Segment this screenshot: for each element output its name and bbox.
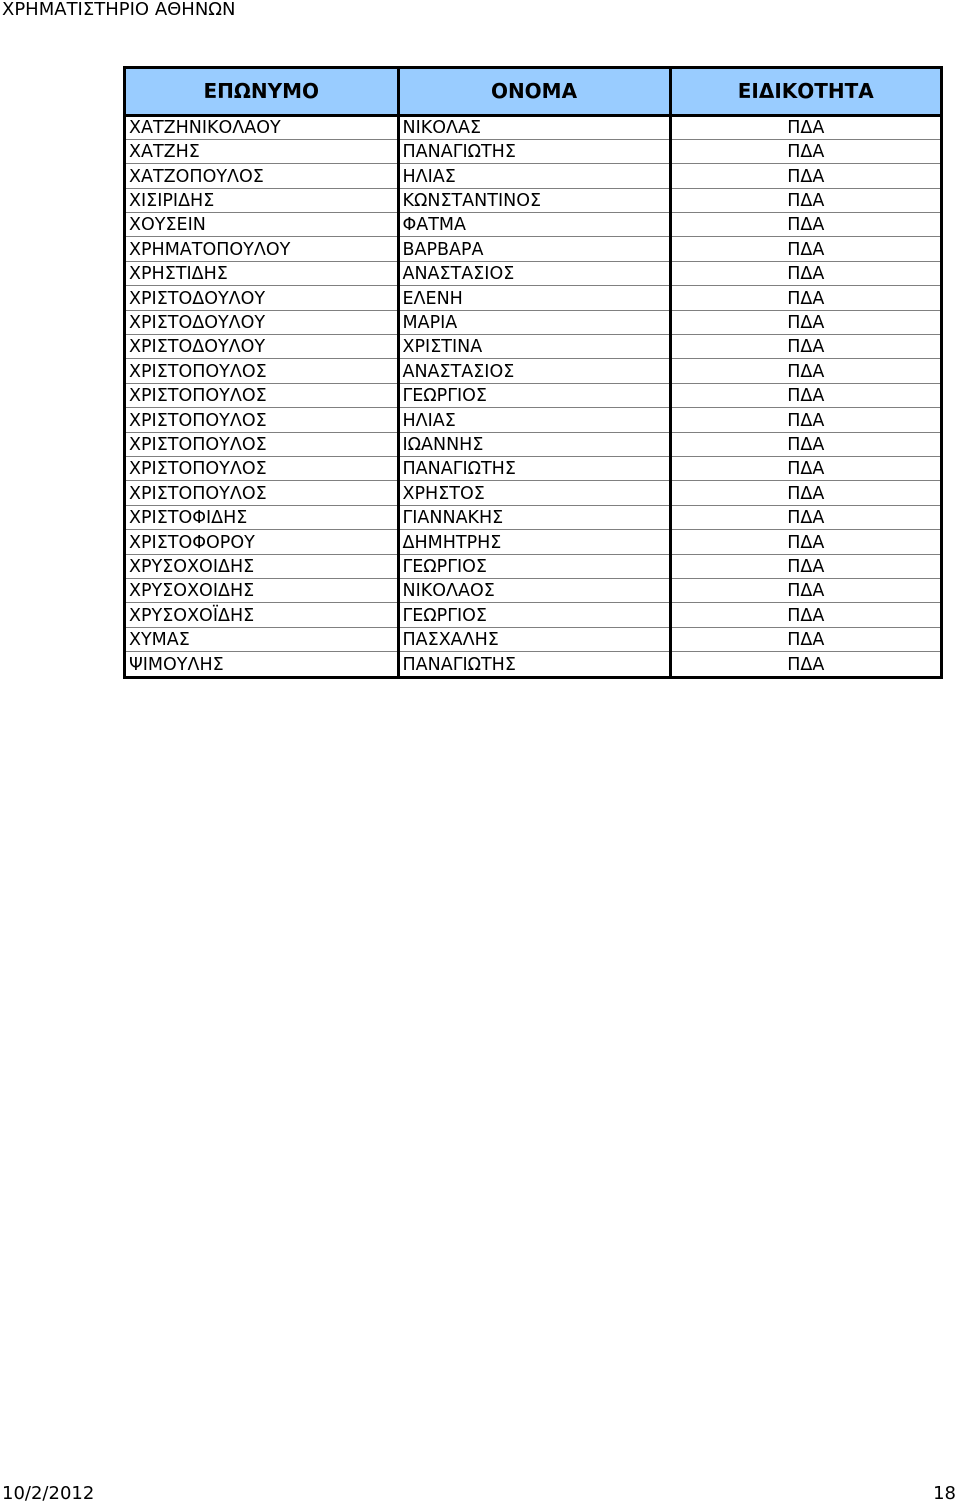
- cell-surname: ΧΡΙΣΤΟΦΙΔΗΣ: [126, 505, 398, 529]
- cell-first-name: ΜΑΡΙΑ: [398, 310, 670, 334]
- table-row: [126, 578, 940, 602]
- roster-table-frame: [123, 66, 943, 679]
- table-row: [126, 310, 940, 334]
- cell-first-name: ΝΙΚΟΛΑΣ: [398, 115, 670, 139]
- table-row: [126, 335, 940, 359]
- cell-first-name: ΧΡΗΣΤΟΣ: [398, 481, 670, 505]
- cell-specialty: ΠΔΑ: [670, 139, 940, 163]
- cell-first-name: ΠΑΝΑΓΙΩΤΗΣ: [398, 652, 670, 676]
- footer-date: 10/2/2012: [2, 1483, 95, 1504]
- table-row: [126, 261, 940, 285]
- cell-specialty: ΠΔΑ: [670, 310, 940, 334]
- cell-first-name: ΑΝΑΣΤΑΣΙΟΣ: [398, 359, 670, 383]
- table-row: [126, 481, 940, 505]
- table-body: [126, 115, 940, 676]
- cell-specialty: ΠΔΑ: [670, 505, 940, 529]
- cell-specialty: ΠΔΑ: [670, 456, 940, 480]
- cell-first-name: ΒΑΡΒΑΡΑ: [398, 237, 670, 261]
- table-row: [126, 408, 940, 432]
- page-title: ΧΡΗΜΑΤΙΣΤΗΡΙΟ ΑΘΗΝΩΝ: [2, 0, 236, 20]
- table-row: [126, 188, 940, 212]
- column-header-specialty: ΕΙΔΙΚΟΤΗΤΑ: [670, 69, 940, 115]
- cell-first-name: ΗΛΙΑΣ: [398, 408, 670, 432]
- table-row: [126, 603, 940, 627]
- cell-surname: ΨΙΜΟΥΛΗΣ: [126, 652, 398, 676]
- table-row: [126, 359, 940, 383]
- cell-specialty: ΠΔΑ: [670, 554, 940, 578]
- cell-specialty: ΠΔΑ: [670, 115, 940, 139]
- cell-first-name: ΔΗΜΗΤΡΗΣ: [398, 530, 670, 554]
- cell-first-name: ΠΑΝΑΓΙΩΤΗΣ: [398, 139, 670, 163]
- cell-surname: ΧΡΗΣΤΙΔΗΣ: [126, 261, 398, 285]
- cell-surname: ΧΑΤΖΗΝΙΚΟΛΑΟΥ: [126, 115, 398, 139]
- cell-first-name: ΓΕΩΡΓΙΟΣ: [398, 383, 670, 407]
- table-row: [126, 164, 940, 188]
- cell-surname: ΧΟΥΣΕΙΝ: [126, 213, 398, 237]
- cell-surname: ΧΥΜΑΣ: [126, 627, 398, 651]
- cell-surname: ΧΡΙΣΤΟΦΟΡΟΥ: [126, 530, 398, 554]
- table-row: [126, 383, 940, 407]
- cell-specialty: ΠΔΑ: [670, 432, 940, 456]
- cell-specialty: ΠΔΑ: [670, 237, 940, 261]
- page-footer: [0, 1484, 960, 1504]
- cell-first-name: ΧΡΙΣΤΙΝΑ: [398, 335, 670, 359]
- table-row: [126, 530, 940, 554]
- page-number: 18: [933, 1483, 956, 1504]
- cell-first-name: ΓΙΑΝΝΑΚΗΣ: [398, 505, 670, 529]
- cell-specialty: ΠΔΑ: [670, 578, 940, 602]
- cell-first-name: ΑΝΑΣΤΑΣΙΟΣ: [398, 261, 670, 285]
- cell-surname: ΧΡΙΣΤΟΔΟΥΛΟΥ: [126, 286, 398, 310]
- cell-specialty: ΠΔΑ: [670, 286, 940, 310]
- table-row: [126, 213, 940, 237]
- cell-specialty: ΠΔΑ: [670, 408, 940, 432]
- table-row: [126, 652, 940, 676]
- cell-surname: ΧΡΙΣΤΟΔΟΥΛΟΥ: [126, 310, 398, 334]
- roster-table: [126, 69, 940, 676]
- cell-specialty: ΠΔΑ: [670, 335, 940, 359]
- table-row: [126, 627, 940, 651]
- cell-specialty: ΠΔΑ: [670, 164, 940, 188]
- column-header-surname: ΕΠΩΝΥΜΟ: [126, 69, 398, 115]
- table-row: [126, 554, 940, 578]
- cell-surname: ΧΡΙΣΤΟΠΟΥΛΟΣ: [126, 456, 398, 480]
- cell-specialty: ΠΔΑ: [787, 654, 825, 675]
- cell-surname: ΧΡΙΣΤΟΠΟΥΛΟΣ: [126, 359, 398, 383]
- table-row: [126, 432, 940, 456]
- cell-first-name: ΙΩΑΝΝΗΣ: [398, 432, 670, 456]
- cell-surname: ΧΡΙΣΤΟΠΟΥΛΟΣ: [126, 432, 398, 456]
- cell-specialty: ΠΔΑ: [670, 213, 940, 237]
- cell-surname: ΧΡΥΣΟΧΟΪΔΗΣ: [126, 603, 398, 627]
- cell-surname: ΧΡΙΣΤΟΠΟΥΛΟΣ: [126, 408, 398, 432]
- cell-surname: ΧΑΤΖΗΣ: [126, 139, 398, 163]
- cell-specialty: ΠΔΑ: [670, 627, 940, 651]
- cell-specialty: ΠΔΑ: [670, 383, 940, 407]
- cell-specialty: ΠΔΑ: [670, 481, 940, 505]
- cell-first-name: ΠΑΣΧΑΛΗΣ: [398, 627, 670, 651]
- cell-surname: ΧΡΗΜΑΤΟΠΟΥΛΟΥ: [126, 237, 398, 261]
- cell-specialty: ΠΔΑ: [670, 188, 940, 212]
- cell-first-name: ΕΛΕΝΗ: [398, 286, 670, 310]
- cell-first-name: ΠΑΝΑΓΙΩΤΗΣ: [398, 456, 670, 480]
- cell-first-name: ΝΙΚΟΛΑΟΣ: [398, 578, 670, 602]
- table-row: [126, 237, 940, 261]
- cell-specialty: ΠΔΑ: [670, 261, 940, 285]
- cell-surname: ΧΑΤΖΟΠΟΥΛΟΣ: [126, 164, 398, 188]
- table-row: [126, 115, 940, 139]
- cell-first-name: ΓΕΩΡΓΙΟΣ: [398, 554, 670, 578]
- cell-first-name: ΗΛΙΑΣ: [398, 164, 670, 188]
- cell-surname: ΧΡΥΣΟΧΟΙΔΗΣ: [126, 554, 398, 578]
- cell-surname: ΧΡΙΣΤΟΔΟΥΛΟΥ: [126, 335, 398, 359]
- table-row: [126, 286, 940, 310]
- cell-surname: ΧΡΙΣΤΟΠΟΥΛΟΣ: [126, 383, 398, 407]
- table-row: [126, 505, 940, 529]
- column-header-first-name: ΟΝΟΜΑ: [398, 69, 670, 115]
- cell-specialty: ΠΔΑ: [670, 603, 940, 627]
- table-row: [126, 139, 940, 163]
- cell-surname: ΧΡΥΣΟΧΟΙΔΗΣ: [126, 578, 398, 602]
- cell-first-name: ΓΕΩΡΓΙΟΣ: [398, 603, 670, 627]
- cell-surname: ΧΡΙΣΤΟΠΟΥΛΟΣ: [126, 481, 398, 505]
- table-row: [126, 456, 940, 480]
- table-header-row: [126, 69, 940, 115]
- cell-specialty: ΠΔΑ: [670, 359, 940, 383]
- cell-specialty: ΠΔΑ: [670, 530, 940, 554]
- cell-surname: ΧΙΣΙΡΙΔΗΣ: [126, 188, 398, 212]
- cell-first-name: ΦΑΤΜΑ: [398, 213, 670, 237]
- cell-first-name: ΚΩΝΣΤΑΝΤΙΝΟΣ: [398, 188, 670, 212]
